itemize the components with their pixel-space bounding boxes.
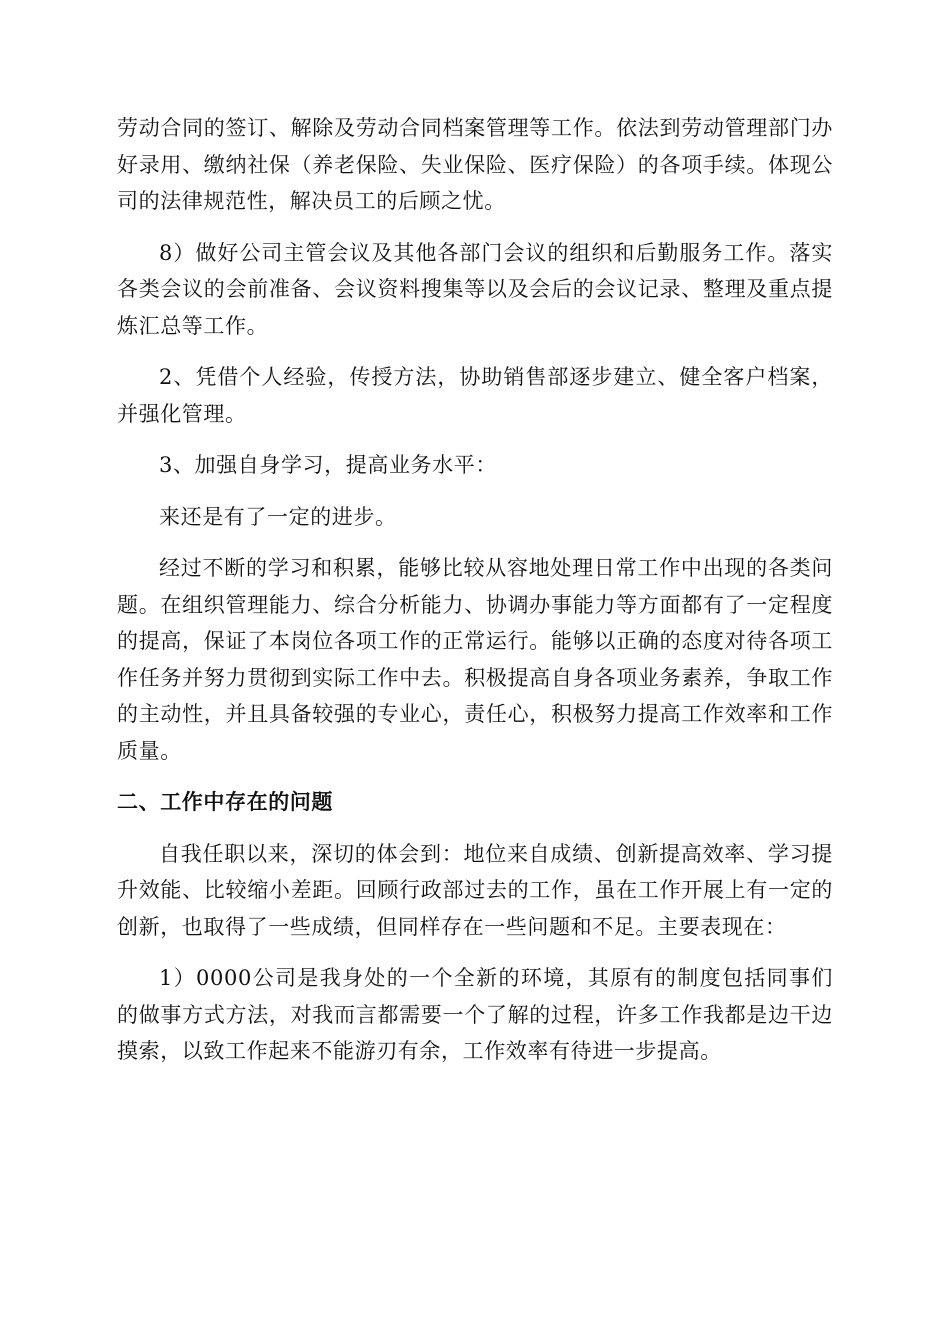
section-heading-problems: 二、工作中存在的问题 [117, 790, 333, 814]
paragraph-labor-contract: 劳动合同的签订、解除及劳动合同档案管理等工作。依法到劳动管理部门办好录用、缴纳社保（养老保险、失业保险、医疗保险）的各项手续。体现公司的法律规范性，解决员工的后顾之忧。 [117, 116, 833, 213]
paragraph-self-reflection: 自我任职以来，深切的体会到：地位来自成绩、创新提高效率、学习提升效能、比较缩小差距。回顾行政部过去的工作，虽在工作开展上有一定的创新，也取得了一些成绩，但同样存在一些问题和不足。主要表现在： [117, 841, 833, 939]
paragraph-progress: 来还是有了一定的进步。 [159, 504, 397, 529]
paragraph-item-3-self-study: 3、加强自身学习，提高业务水平： [159, 453, 497, 477]
paragraph-item-1-new-environment: 1）0000公司是我身处的一个全新的环境，其原有的制度包括同事们的做事方式方法，对我而言都需要一个了解的过程，许多工作我都是边干边摸索，以致工作起来不能游刃有余，工作效率有待进一步提高。 [117, 966, 833, 1063]
document-page [117, 110, 833, 1070]
paragraph-accumulation: 经过不断的学习和积累，能够比较从容地处理日常工作中出现的各类问题。在组织管理能力、综合分析能力、协调办事能力等方面都有了一定程度的提高，保证了本岗位各项工作的正常运行。能够以正确的态度对待各项工作任务并努力贯彻到实际工作中去。积极提高自身各项业务素养，争取工作的主动性，并且具备较强的专业心，责任心，积极努力提高工作效率和工作质量。 [117, 556, 833, 763]
paragraph-item-2-client-files: 2、凭借个人经验，传授方法，协助销售部逐步建立、健全客户档案，并强化管理。 [117, 365, 833, 426]
paragraph-item-8-meetings: 8）做好公司主管会议及其他各部门会议的组织和后勤服务工作。落实各类会议的会前准备、会议资料搜集等以及会后的会议记录、整理及重点提炼汇总等工作。 [117, 240, 833, 338]
